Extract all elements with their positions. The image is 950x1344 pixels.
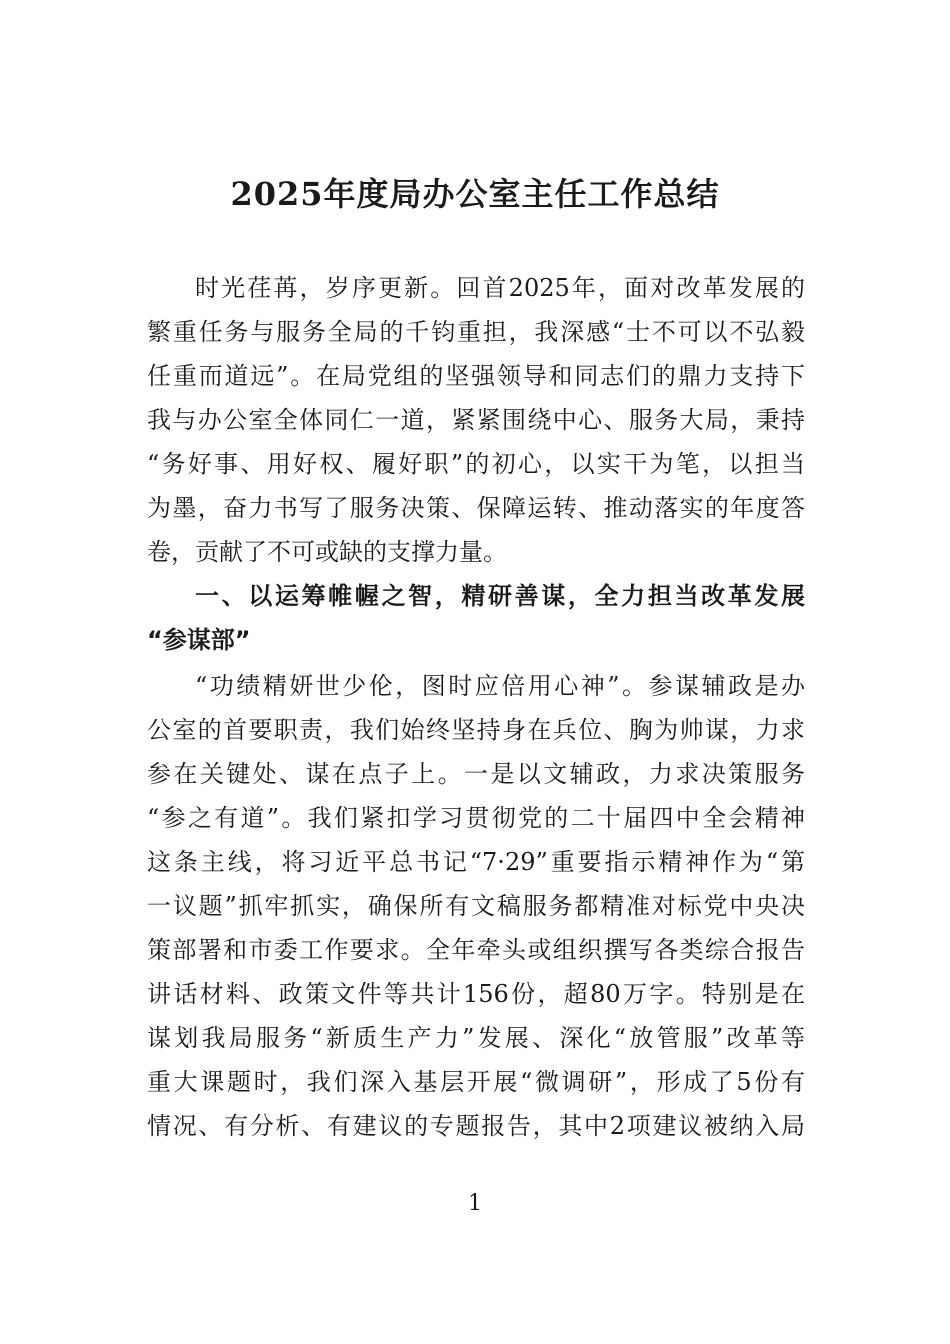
intro-line: 卷，贡献了不可或缺的支撑力量。: [147, 538, 507, 566]
body-line: 策部署和市委工作要求。全年牵头或组织撰写各类综合报告: [147, 936, 805, 964]
body-line: 讲话材料、政策文件等共计156份，超80万字。特别是在: [147, 980, 805, 1008]
intro-line: 为墨，奋力书写了服务决策、保障运转、推动落实的年度答: [147, 494, 805, 522]
body-line: 重大课题时，我们深入基层开展“微调研”，形成了5份有: [147, 1068, 805, 1096]
body-line: 情况、有分析、有建议的专题报告，其中2项建议被纳入局: [147, 1112, 805, 1140]
intro-line: 我与办公室全体同仁一道，紧紧围绕中心、服务大局，秉持: [147, 406, 805, 434]
document-title: 2025年度局办公室主任工作总结: [230, 175, 720, 213]
section-heading-line: 一、以运筹帷幄之智，精研善谋，全力担当改革发展: [195, 582, 805, 610]
section-heading-line: “参谋部”: [147, 626, 251, 654]
intro-line: 繁重任务与服务全局的千钧重担，我深感“士不可以不弘毅: [147, 318, 805, 346]
body-line: 一议题”抓牢抓实，确保所有文稿服务都精准对标党中央决: [147, 892, 805, 920]
body-line: 这条主线，将习近平总书记“7·29”重要指示精神作为“第: [147, 848, 805, 876]
intro-line: “务好事、用好权、履好职”的初心，以实干为笔，以担当: [147, 450, 805, 478]
body-line: 公室的首要职责，我们始终坚持身在兵位、胸为帅谋，力求: [147, 716, 805, 744]
intro-line: 时光荏苒，岁序更新。回首2025年，面对改革发展的: [195, 274, 805, 302]
page-number: 1: [468, 1191, 482, 1216]
body-line: “功绩精妍世少伦，图时应倍用心神”。参谋辅政是办: [195, 672, 805, 700]
body-line: 谋划我局服务“新质生产力”发展、深化“放管服”改革等: [147, 1024, 805, 1052]
body-line: 参在关键处、谋在点子上。一是以文辅政，力求决策服务: [147, 760, 805, 788]
body-line: “参之有道”。我们紧扣学习贯彻党的二十届四中全会精神: [147, 804, 805, 832]
intro-line: 任重而道远”。在局党组的坚强领导和同志们的鼎力支持下: [147, 362, 805, 390]
